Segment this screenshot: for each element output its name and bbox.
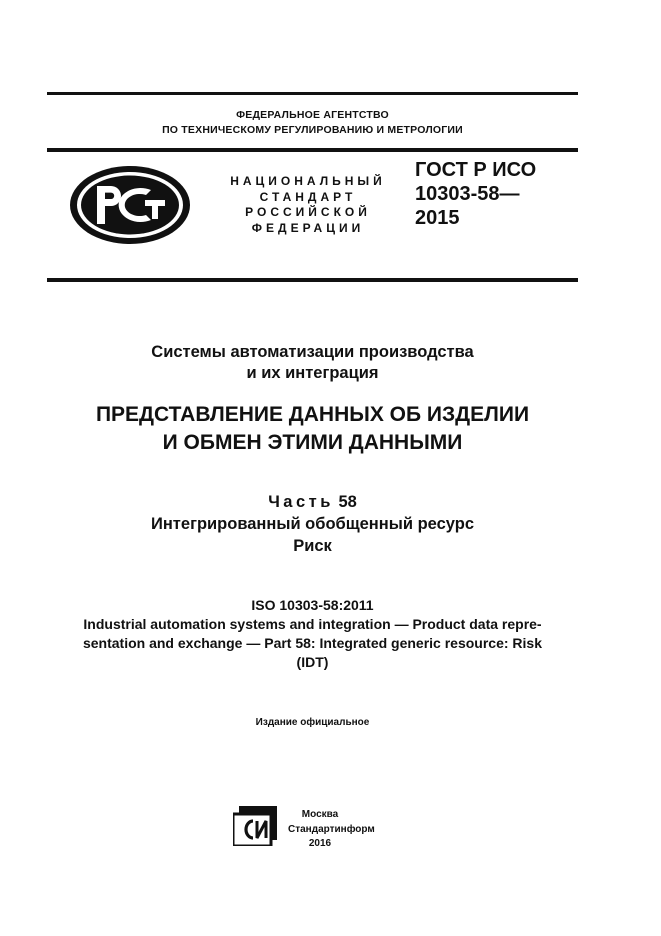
designation-line-2: 10303-58—	[415, 183, 520, 205]
agency-line-1: ФЕДЕРАЛЬНОЕ АГЕНТСТВО	[236, 109, 389, 121]
iso-reference: ISO 10303-58:2011	[251, 597, 374, 613]
agency-line-2: ПО ТЕХНИЧЕСКОМУ РЕГУЛИРОВАНИЮ И МЕТРОЛОГИИ	[162, 124, 463, 136]
publisher-city: Москва	[301, 809, 339, 820]
national-line-3: РОССИЙСКОЙ	[245, 205, 371, 219]
standartinform-logo-icon	[233, 806, 279, 851]
national-line-1: НАЦИОНАЛЬНЫЙ	[230, 174, 386, 188]
national-line-2: СТАНДАРТ	[259, 189, 357, 204]
designation-line-3: 2015	[415, 207, 460, 229]
national-standard-label	[213, 174, 403, 236]
subtitle-line-1: Системы автоматизации производства	[151, 343, 474, 361]
header-rule	[47, 148, 578, 152]
subtitle-line-2: и их интеграция	[246, 364, 379, 382]
iso-title-line-3: (IDT)	[296, 654, 329, 670]
standard-designation	[415, 158, 536, 230]
edition-note: Издание официальное	[255, 717, 370, 728]
part-heading	[47, 491, 578, 513]
part-block	[47, 491, 578, 557]
iso-title-line-2: sentation and exchange — Part 58: Integrated generic resource: Risk	[82, 635, 543, 651]
top-rule	[47, 92, 578, 95]
title-line-1: ПРЕДСТАВЛЕНИЕ ДАННЫХ ОБ ИЗДЕЛИИ	[95, 403, 530, 426]
title-rule	[47, 278, 578, 282]
title-line-2: И ОБМЕН ЭТИМИ ДАННЫМИ	[162, 431, 463, 454]
iso-reference-block	[47, 596, 578, 672]
agency-header	[47, 108, 578, 138]
document-title	[47, 401, 578, 457]
rst-certification-mark-icon	[68, 164, 192, 251]
designation-line-1: ГОСТ Р ИСО	[415, 159, 537, 181]
publisher-info	[288, 808, 375, 852]
part-number: 58	[338, 493, 357, 511]
national-line-4: ФЕДЕРАЦИИ	[251, 220, 365, 235]
part-label: Часть	[268, 493, 334, 511]
part-title: Интегрированный обобщенный ресурс	[150, 515, 474, 533]
iso-title-line-1: Industrial automation systems and integration — Product data repre-	[83, 616, 542, 632]
document-subtitle	[47, 342, 578, 384]
part-subject: Риск	[293, 537, 332, 555]
publisher-year: 2016	[308, 838, 332, 849]
publisher-name: Стандартинформ	[288, 823, 375, 835]
